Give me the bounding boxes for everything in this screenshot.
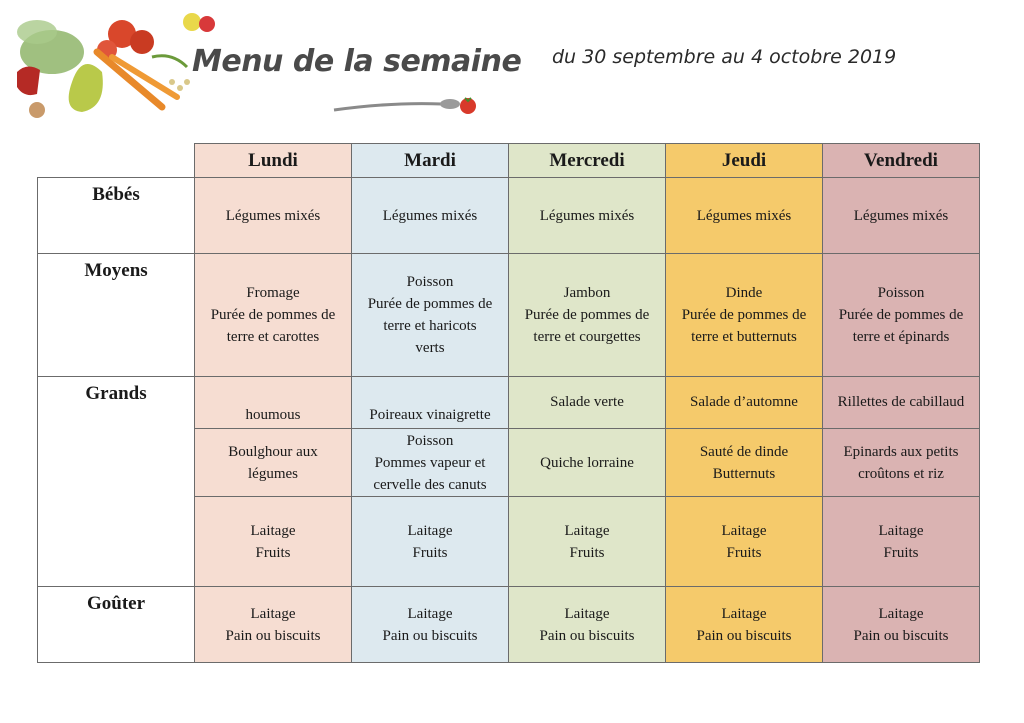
menu-line: Quiche lorraine [540, 454, 634, 471]
menu-line: Poireaux vinaigrette [369, 407, 491, 423]
menu-line: Laitage [878, 605, 924, 622]
menu-cell [666, 254, 823, 377]
menu-line: Fruits [255, 544, 291, 561]
menu-line: Dinde [725, 285, 763, 301]
menu-line: Purée de pommes de [838, 307, 964, 323]
menu-line: Pain ou biscuits [539, 627, 635, 644]
menu-line: Légumes mixés [225, 207, 321, 224]
menu-cell [823, 377, 980, 429]
menu-line: Laitage [407, 522, 453, 539]
menu-line: terre et épinards [852, 329, 950, 345]
menu-line: Butternuts [712, 465, 776, 482]
menu-cell [195, 429, 352, 497]
menu-cell [352, 587, 509, 663]
menu-cell [195, 497, 352, 587]
menu-cell [352, 429, 509, 497]
category-bebes: Bébés [38, 178, 195, 254]
menu-line: Légumes mixés [382, 207, 478, 224]
menu-cell [195, 254, 352, 377]
menu-line: Fruits [883, 544, 919, 561]
vegetables-illustration [12, 12, 217, 122]
menu-cell [195, 178, 352, 254]
menu-line: Laitage [878, 522, 924, 539]
menu-line: houmous [245, 407, 301, 423]
menu-line: Légumes mixés [539, 207, 635, 224]
menu-cell [509, 377, 666, 429]
menu-line: Purée de pommes de [524, 307, 650, 323]
category-grands: Grands [38, 377, 195, 587]
menu-cell [509, 429, 666, 497]
menu-cell [666, 497, 823, 587]
menu-line: Rillettes de cabillaud [837, 394, 965, 410]
menu-cell [509, 497, 666, 587]
menu-cell [666, 377, 823, 429]
menu-cell [195, 587, 352, 663]
menu-line: croûtons et riz [858, 465, 944, 482]
menu-line: Légumes mixés [696, 207, 792, 224]
menu-cell [823, 587, 980, 663]
menu-cell [195, 377, 352, 429]
menu-cell [823, 429, 980, 497]
day-header-lundi: Lundi [195, 144, 352, 178]
menu-line: Laitage [721, 522, 767, 539]
category-moyens: Moyens [38, 254, 195, 377]
menu-line: Laitage [721, 605, 767, 622]
menu-line: Pain ou biscuits [382, 627, 478, 644]
menu-line: Laitage [250, 605, 296, 622]
menu-cell [352, 497, 509, 587]
day-header-mercredi: Mercredi [509, 144, 666, 178]
day-header-jeudi: Jeudi [666, 144, 823, 178]
empty-corner [38, 144, 195, 178]
day-header-mardi: Mardi [352, 144, 509, 178]
fork-tomato-icon [332, 92, 482, 116]
menu-line: Laitage [407, 605, 453, 622]
menu-cell [352, 254, 509, 377]
menu-cell [666, 178, 823, 254]
menu-line: Laitage [564, 605, 610, 622]
menu-line: terre et courgettes [533, 329, 641, 345]
menu-cell [509, 587, 666, 663]
menu-line: Poisson [406, 432, 454, 449]
menu-cell [666, 587, 823, 663]
menu-line: Epinards aux petits [843, 443, 959, 460]
days-header-row [38, 144, 980, 178]
menu-line: Laitage [564, 522, 610, 539]
menu-line: Salade d’automne [690, 394, 798, 410]
menu-cell [666, 429, 823, 497]
row-bebes [38, 178, 980, 254]
row-moyens [38, 254, 980, 377]
menu-line: Purée de pommes de [210, 307, 336, 323]
category-gouter: Goûter [38, 587, 195, 663]
menu-cell [823, 497, 980, 587]
menu-line: Pommes vapeur et [374, 454, 486, 471]
menu-line: Salade verte [550, 394, 624, 410]
weekly-menu-table [37, 143, 980, 663]
menu-line: Pain ou biscuits [225, 627, 321, 644]
menu-line: terre et butternuts [691, 329, 797, 345]
menu-cell [823, 254, 980, 377]
menu-line: Fromage [246, 285, 300, 301]
page-title: Menu de la semaine [192, 44, 522, 79]
row-gouter [38, 587, 980, 663]
menu-cell [352, 377, 509, 429]
day-header-vendredi: Vendredi [823, 144, 980, 178]
menu-line: Purée de pommes de [681, 307, 807, 323]
menu-line: Pain ou biscuits [696, 627, 792, 644]
menu-line: légumes [248, 465, 298, 482]
menu-line: Poisson [877, 285, 925, 301]
menu-line: Fruits [569, 544, 605, 561]
menu-cell [509, 178, 666, 254]
menu-line: Sauté de dinde [699, 443, 789, 460]
menu-line: terre et carottes [226, 329, 320, 345]
menu-line: cervelle des canuts [373, 476, 487, 493]
menu-cell [823, 178, 980, 254]
row-grands-entree [38, 377, 980, 429]
menu-line: Pain ou biscuits [853, 627, 949, 644]
menu-line: terre et haricots [383, 318, 477, 334]
menu-cell [509, 254, 666, 377]
menu-line: Fruits [726, 544, 762, 561]
week-dates: du 30 septembre au 4 octobre 2019 [552, 46, 897, 68]
menu-line: Jambon [563, 285, 611, 301]
menu-line: Boulghour aux [228, 443, 318, 460]
menu-line: Purée de pommes de [367, 296, 493, 312]
menu-line: Fruits [412, 544, 448, 561]
menu-line: Poisson [406, 274, 454, 290]
menu-line: Légumes mixés [853, 207, 949, 224]
menu-line: verts [415, 340, 445, 356]
menu-cell [352, 178, 509, 254]
menu-line: Laitage [250, 522, 296, 539]
